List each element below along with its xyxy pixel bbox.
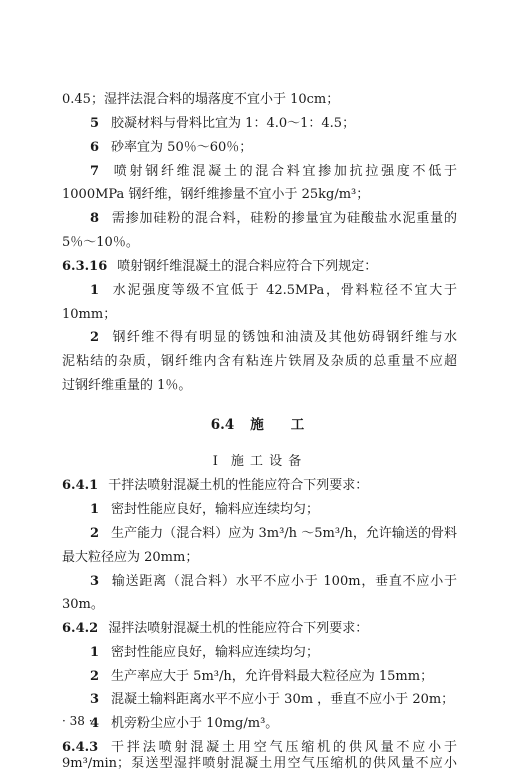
- section-heading: 6.4 施 工: [210, 417, 305, 433]
- text-line: 5％～10％。: [62, 235, 139, 250]
- text-line: 0.45；湿拌法混合料的塌落度不宜小于 10cm；: [62, 92, 340, 107]
- text-line: 过钢纤维重量的 1％。: [62, 378, 192, 393]
- list-item: 7 喷射钢纤维混凝土的混合料宜掺加抗拉强度不低于: [90, 164, 457, 179]
- list-item: 6 砂率宜为 50％～60％；: [90, 140, 253, 155]
- subsection-heading: Ⅰ 施 工 设 备: [212, 454, 303, 469]
- page-number: · 38 ·: [62, 714, 93, 728]
- text-line: 10mm；: [62, 307, 117, 322]
- list-item: 8 需掺加硅粉的混合料，硅粉的掺量宜为硅酸盐水泥重量的: [90, 211, 457, 226]
- clause-heading: 6.4.2 湿拌法喷射混凝土机的性能应符合下列要求：: [62, 621, 369, 636]
- clause-heading: 6.4.3 干拌法喷射混凝土用空气压缩机的供风量不应小于: [62, 740, 457, 755]
- list-item: 3 输送距离（混合料）水平不应小于 100m，垂直不应小于: [90, 574, 457, 589]
- list-item: 2 钢纤维不得有明显的锈蚀和油渍及其他妨碍钢纤维与水: [90, 330, 457, 345]
- list-item: 1 密封性能应良好，输料应连续均匀；: [90, 502, 320, 517]
- text-line: 9m³/min；泵送型湿拌喷射混凝土用空气压缩机的供风量不应小: [62, 756, 457, 771]
- list-item: 3 混凝土输料距离水平不应小于 30m ，垂直不应小于 20m；: [90, 692, 455, 707]
- clause-heading: 6.3.16 喷射钢纤维混凝土的混合料应符合下列规定：: [62, 259, 378, 274]
- list-item: 2 生产率应大于 5m³/h，允许骨料最大粒径应为 15mm；: [90, 669, 434, 684]
- clause-heading: 6.4.1 干拌法喷射混凝土机的性能应符合下列要求：: [62, 478, 369, 493]
- text-line: 1000MPa 钢纤维，钢纤维掺量不宜小于 25kg/m³；: [62, 187, 370, 202]
- list-item: 5 胶凝材料与骨料比宜为 1：4.0～1：4.5；: [90, 116, 356, 131]
- text-line: 30m。: [62, 597, 104, 612]
- list-item: 2 生产能力（混合料）应为 3m³/h ～5m³/h，允许输送的骨料: [90, 526, 457, 541]
- list-item: 1 水泥强度等级不宜低于 42.5MPa，骨料粒径不宜大于: [90, 283, 457, 298]
- list-item: 1 密封性能应良好，输料应连续均匀；: [90, 645, 320, 660]
- list-item: 4 机旁粉尘应小于 10mg/m³。: [90, 716, 279, 731]
- text-line: 最大粒径应为 20mm；: [62, 550, 199, 565]
- text-line: 泥粘结的杂质，钢纤维内含有粘连片铁屑及杂质的总重量不应超: [62, 354, 457, 369]
